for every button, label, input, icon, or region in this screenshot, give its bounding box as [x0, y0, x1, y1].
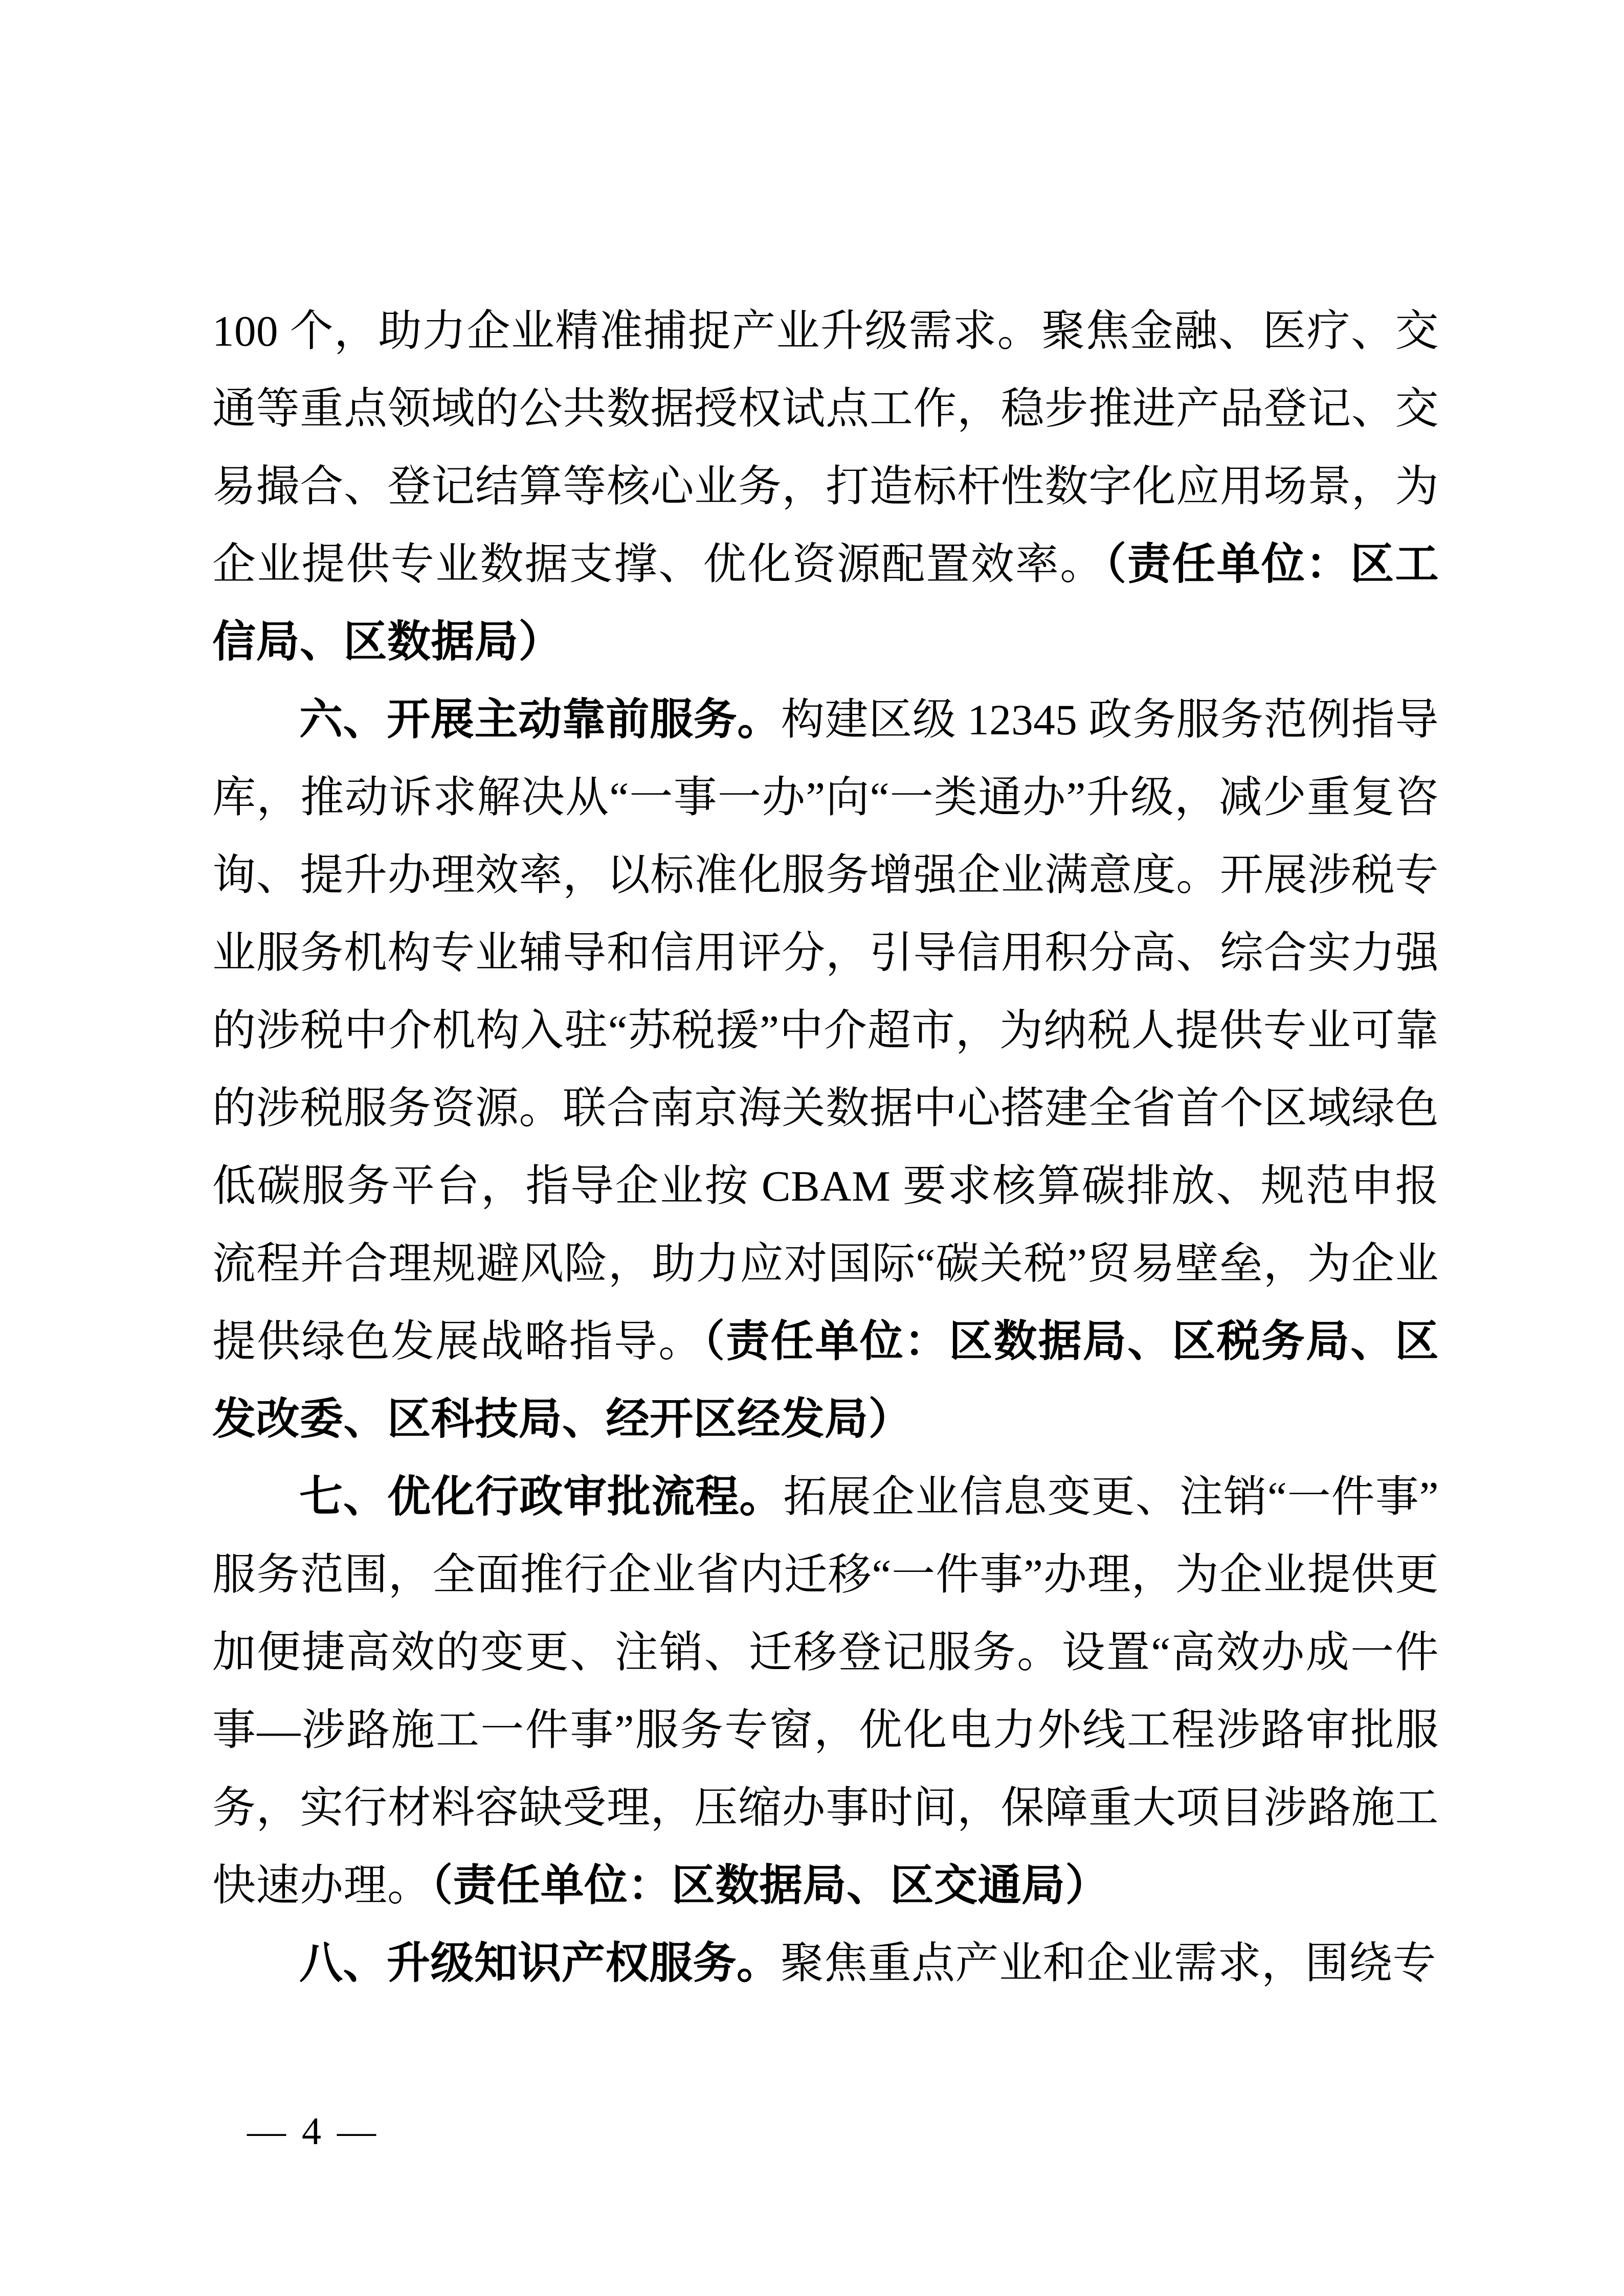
responsibility-unit-text: （责任单位：区数据局、区税务局、区发改委、区科技局、经开区经发局）: [212, 1317, 1439, 1444]
responsibility-unit-text: （责任单位：区数据局、区交通局）: [431, 1861, 1109, 1910]
paragraph-body-text: 构建区级 12345 政务服务范例指导库，推动诉求解决从“一事一办”向“一类通办”升级，减少重复咨询、提升办理效率，以标准化服务增强企业满意度。开展涉税专业服务机构专业辅导和信用评分，引导信用积分高、综合实力强的涉税中介机构入驻“苏税援”中介超市，为纳税人提供专业可靠的涉税服务资源。联合南京海关数据中心搭建全省首个区域绿色低碳服务平台，指导企业按 CBAM 要求核算碳排放、规范申报流程并合理规避风险，助力应对国际“碳关税”贸易壁垒，为企业提供绿色发展战略指导。: [212, 696, 1439, 1366]
document-body: [212, 292, 1439, 2002]
paragraph-section-seven: [212, 1458, 1439, 1925]
section-heading-text: 七、优化行政审批流程。: [299, 1473, 784, 1521]
paragraph-body-text: 100 个，助力企业精准捕捉产业升级需求。聚焦金融、医疗、交通等重点领域的公共数据授权试点工作，稳步推进产品登记、交易撮合、登记结算等核心业务，打造标杆性数字化应用场景，为企业提供专业数据支撑、优化资源配置效率。: [212, 307, 1439, 589]
paragraph-body-text: 拓展企业信息变更、注销“一件事”服务范围，全面推行企业省内迁移“一件事”办理，为企业提供更加便捷高效的变更、注销、迁移登记服务。设置“高效办成一件事—涉路施工一件事”服务专窗，优化电力外线工程涉路审批服务，实行材料容缺受理，压缩办事时间，保障重大项目涉路施工快速办理。: [212, 1473, 1439, 1910]
paragraph-section-eight: [212, 1925, 1439, 2002]
page-number: — 4 —: [247, 2110, 379, 2153]
responsibility-unit-text: （责任单位：区工信局、区数据局）: [212, 540, 1439, 666]
paragraph-body-text: 聚焦重点产业和企业需求，围绕专: [780, 1940, 1437, 1988]
paragraph-continuation: [212, 292, 1439, 681]
section-heading-text: 八、升级知识产权服务。: [299, 1939, 781, 1988]
paragraph-section-six: [212, 681, 1439, 1458]
section-heading-text: 六、开展主动靠前服务。: [299, 695, 781, 744]
